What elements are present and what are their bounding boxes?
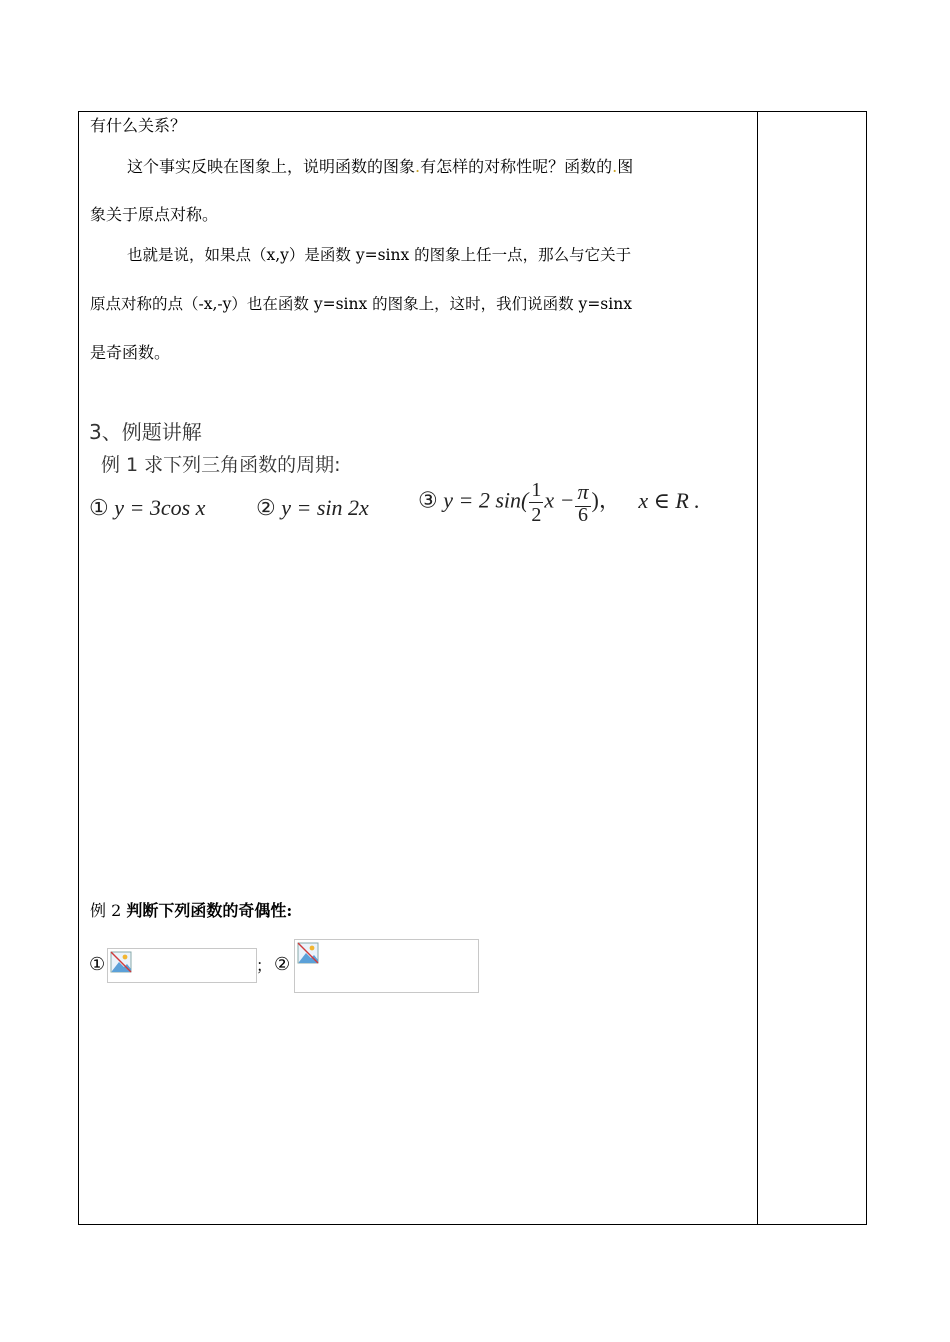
text-line: 象关于原点对称。 (90, 205, 219, 224)
document-table (78, 111, 867, 1225)
text-line: 原点对称的点（-x,-y）也在函数 y=sinx 的图象上，这时，我们说函数 y=sinx (90, 295, 632, 313)
text-line: 是奇函数。 (90, 343, 171, 362)
item-marker: ② (274, 954, 291, 975)
formula-domain: x ∈ R . (638, 487, 700, 513)
text-span: 图 (617, 157, 634, 176)
example-text: 判断下列函数的奇偶性: (126, 901, 293, 920)
fraction-numerator: π (575, 479, 590, 507)
example-title (90, 903, 292, 919)
highlight-dot: . (612, 157, 618, 176)
text-line: 也就是说，如果点（x,y）是函数 y=sinx 的图象上任一点，那么与它关于 (127, 246, 632, 264)
formula-text: y = 3cos x (114, 495, 206, 520)
formula-text: y = sin 2x (281, 495, 369, 520)
example-label: 例 2 (90, 901, 122, 920)
section-heading: 3、例题讲解 (89, 420, 202, 444)
fraction (575, 478, 590, 526)
formula-text: )， (591, 487, 621, 513)
fraction-numerator: 1 (531, 479, 542, 501)
item-marker: ① (89, 954, 106, 975)
item-marker: ③ (418, 487, 438, 513)
separator: ； (256, 956, 273, 975)
example-title: 例 1 求下列三角函数的周期: (101, 454, 341, 476)
formula-3 (418, 480, 700, 525)
text-line (127, 159, 633, 175)
column-divider (757, 112, 758, 1224)
fraction-denominator: 6 (578, 503, 588, 526)
formula-text: y = 2 sin( (443, 487, 529, 513)
item-marker: ② (256, 495, 276, 520)
broken-image-placeholder (107, 948, 257, 983)
item-marker: ① (89, 495, 109, 520)
text-line: 有什么关系？ (90, 116, 187, 135)
broken-image-icon (110, 951, 132, 973)
text-span: 这个事实反映在图象上，说明函数的图象 (127, 157, 416, 176)
highlight-dot: . (415, 157, 421, 176)
formula-text: x − (544, 487, 575, 513)
broken-image-placeholder (294, 939, 479, 993)
broken-image-icon (297, 942, 319, 964)
fraction-denominator: 2 (531, 504, 542, 526)
formula-1 (89, 495, 205, 521)
text-span: 有怎样的对称性呢？函数的 (420, 157, 613, 176)
formula-2 (256, 495, 369, 521)
fraction (529, 480, 543, 525)
